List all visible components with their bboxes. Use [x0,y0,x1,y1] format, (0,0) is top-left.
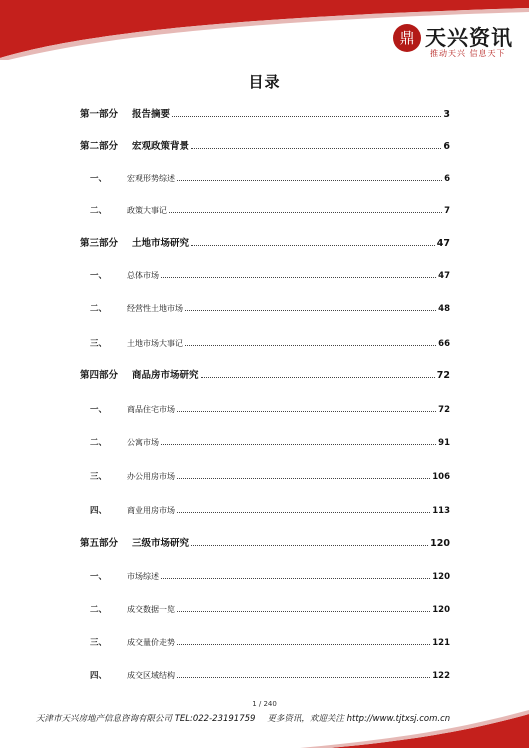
toc-leader-dots [201,377,435,378]
toc-entry[interactable] [80,533,450,549]
toc-entry-title: 三级市场研究 [132,538,190,549]
toc-entry-number: 三、 [90,472,108,482]
toc-entry[interactable] [80,136,450,152]
toc-entry[interactable] [90,466,450,482]
toc-leader-dots [177,180,442,181]
toc-entry-title: 办公用房市场 [127,472,175,481]
toc-entry-number: 二、 [90,206,108,216]
toc-entry-page: 91 [438,438,450,448]
toc-entry-number: 第四部分 [80,370,119,381]
toc-entry[interactable] [90,200,450,216]
toc-entry-number: 二、 [90,438,108,448]
toc-leader-dots [177,644,430,645]
toc-entry-page: 48 [438,304,450,314]
toc-entry-title: 土地市场大事记 [127,339,183,348]
toc-leader-dots [177,411,436,412]
footer-company: 天津市天兴房地产信息咨询有限公司 TEL:022-23191759 [36,714,256,724]
toc-entry-number: 四、 [90,506,108,516]
toc-entry-number: 三、 [90,339,108,349]
toc-entry-title: 报告摘要 [132,109,171,120]
toc-leader-dots [169,212,442,213]
toc-entry-page: 120 [432,605,450,615]
toc-entry-page: 72 [438,405,450,415]
toc-entry-number: 一、 [90,572,108,582]
toc-entry-page: 120 [432,572,450,582]
toc-entry-number: 第二部分 [80,141,119,152]
toc-entry-number: 一、 [90,271,108,281]
toc-leader-dots [177,677,430,678]
toc-entry-number: 一、 [90,405,108,415]
toc-leader-dots [177,611,430,612]
footer-more-link[interactable]: 更多资讯，欢迎关注 http://www.tjtxsj.com.cn [267,714,451,724]
toc-entry[interactable] [90,399,450,415]
toc-entry-page: 113 [432,506,450,516]
toc-leader-dots [185,310,436,311]
toc-entry-page: 6 [444,174,450,184]
toc-entry-title: 成交区域结构 [127,671,175,680]
toc-entry-title: 土地市场研究 [132,238,190,249]
toc-entry-page: 72 [436,370,450,381]
toc-entry[interactable] [90,432,450,448]
toc-entry[interactable] [80,365,450,381]
toc-leader-dots [185,345,436,346]
toc-entry-page: 66 [438,339,450,349]
toc-entry[interactable] [90,665,450,681]
brand-name: 天兴资讯 [425,25,513,50]
toc-entry-page: 47 [438,271,450,281]
seal-icon: 鼎 [393,24,421,52]
toc-entry-title: 总体市场 [127,271,159,280]
toc-entry[interactable] [80,233,450,249]
toc-entry[interactable] [90,333,450,349]
toc-leader-dots [161,277,436,278]
toc-leader-dots [191,545,428,546]
toc-entry-number: 第五部分 [80,538,119,549]
toc-leader-dots [161,444,436,445]
toc-entry-page: 6 [443,141,450,152]
toc-entry-number: 第一部分 [80,109,119,120]
toc-entry-title: 经营性土地市场 [127,304,183,313]
toc-entry-number: 二、 [90,304,108,314]
toc-entry-page: 122 [432,671,450,681]
toc-entry-title: 公寓市场 [127,438,159,447]
toc-entry-page: 106 [432,472,450,482]
toc-entry-title: 商品住宅市场 [127,405,175,414]
toc-entry-title: 成交量价走势 [127,638,175,647]
toc-entry-number: 二、 [90,605,108,615]
toc-entry-number: 四、 [90,671,108,681]
toc-entry-title: 市场综述 [127,572,159,581]
toc-entry-page: 47 [436,238,450,249]
toc-leader-dots [191,245,435,246]
toc-entry-page: 7 [444,206,450,216]
toc-leader-dots [161,578,430,579]
toc-leader-dots [172,116,441,117]
page-number: 1 / 240 [252,700,277,708]
brand-slogan: 推动天兴 信息天下 [430,49,506,58]
toc-entry-title: 宏观政策背景 [132,141,190,152]
toc-entry-number: 三、 [90,638,108,648]
toc-leader-dots [177,512,430,513]
toc-entry-title: 商业用房市场 [127,506,175,515]
toc-entry-title: 政策大事记 [127,206,167,215]
company-logo [393,24,513,58]
toc-entry-page: 121 [432,638,450,648]
toc-entry-number: 第三部分 [80,238,119,249]
toc-entry-title: 商品房市场研究 [132,370,199,381]
toc-entry-title: 宏观形势综述 [127,174,175,183]
toc-entry-page: 120 [430,538,450,549]
toc-entry[interactable] [90,265,450,281]
page-title: 目录 [248,73,281,91]
toc-entry[interactable] [90,168,450,184]
toc-entry[interactable] [90,632,450,648]
toc-entry[interactable] [90,298,450,314]
toc-entry[interactable] [90,566,450,582]
toc-entry[interactable] [90,599,450,615]
toc-entry-page: 3 [443,109,450,120]
toc-entry[interactable] [80,104,450,120]
footer [36,712,450,724]
toc-entry-title: 成交数据一览 [127,605,175,614]
toc-leader-dots [191,148,441,149]
toc-leader-dots [177,478,430,479]
toc-entry-number: 一、 [90,174,108,184]
toc-entry[interactable] [90,500,450,516]
